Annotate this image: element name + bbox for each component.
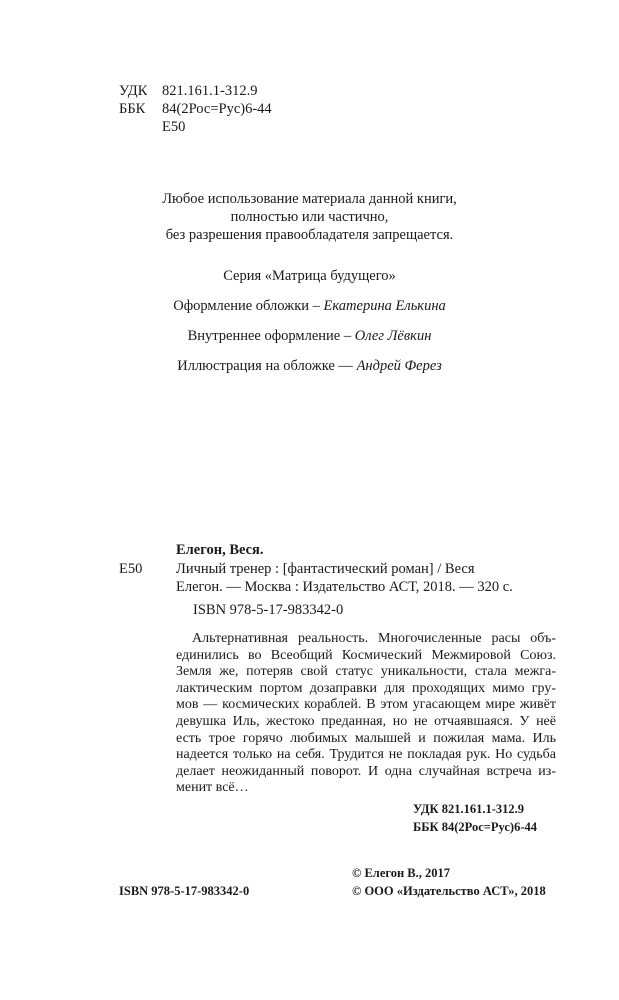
catalog-mark: Е50 <box>119 561 143 577</box>
bbk-label: ББК <box>119 101 146 117</box>
cover-design-name: Екатерина Елькина <box>323 298 446 314</box>
copyright-author: © Елегон В., 2017 <box>352 866 451 880</box>
annotation-line: мов — космических кораблей. В этом угасающем мире живёт <box>176 697 556 713</box>
interior-design-label: Внутреннее оформление – <box>187 328 355 344</box>
annotation-line: есть трое горячо любимых малышей и пожилая мама. Иль <box>176 730 556 746</box>
interior-design-name: Олег Лёвкин <box>354 328 432 344</box>
illustration-name: Андрей Ферез <box>356 358 442 374</box>
cover-design-label: Оформление обложки – <box>173 298 324 314</box>
catalog-line-2: Елегон. — Москва : Издательство АСТ, 2018. — 320 с. <box>176 579 513 595</box>
annotation-line: единились во Всеобщий Космический Межмировой Союз. <box>176 647 556 663</box>
annotation-line: Альтернативная реальность. Многочисленные расы объ- <box>192 631 556 646</box>
notice-line-1: Любое использование материала данной книги, <box>162 191 457 207</box>
bottom-udk: УДК 821.161.1-312.9 <box>413 802 524 816</box>
illustration-label: Иллюстрация на обложке — <box>177 358 357 374</box>
udk-value: 821.161.1-312.9 <box>162 83 258 99</box>
annotation <box>176 631 556 797</box>
annotation-line: Земля же, потеряв свой статус уникальности, стала межга- <box>176 664 556 680</box>
series-line: Серия «Матрица будущего» <box>223 268 396 284</box>
annotation-line: лактическим портом дозаправки для проходящих мимо гру- <box>176 680 556 696</box>
notice-line-3: без разрешения правообладателя запрещается. <box>165 227 454 243</box>
author-mark: Е50 <box>162 119 186 135</box>
annotation-line: надеется только на себя. Трудится не покладая рук. Но судьба <box>176 747 556 763</box>
catalog-isbn: ISBN 978-5-17-983342-0 <box>193 602 344 618</box>
annotation-line: девушка Иль, жестоко преданная, но не отчаявшаяся. У неё <box>176 713 556 729</box>
bottom-bbk: ББК 84(2Рос=Рус)6-44 <box>413 820 537 834</box>
cover-design-line <box>0 298 619 315</box>
catalog-line-1: Личный тренер : [фантастический роман] / Веся <box>176 561 475 577</box>
interior-design-line <box>0 328 619 345</box>
annotation-line: менит всё… <box>176 780 249 796</box>
catalog-author: Елегон, Веся. <box>176 542 264 558</box>
copyright-publisher: © ООО «Издательство АСТ», 2018 <box>352 884 546 898</box>
notice-line-2: полностью или частично, <box>230 209 389 225</box>
annotation-line: делает неожиданный поворот. И одна случайная встреча из- <box>176 763 556 779</box>
bbk-value: 84(2Рос=Рус)6-44 <box>162 101 272 117</box>
footer-isbn: ISBN 978-5-17-983342-0 <box>119 884 250 898</box>
illustration-line <box>0 358 619 375</box>
udk-label: УДК <box>119 83 148 99</box>
